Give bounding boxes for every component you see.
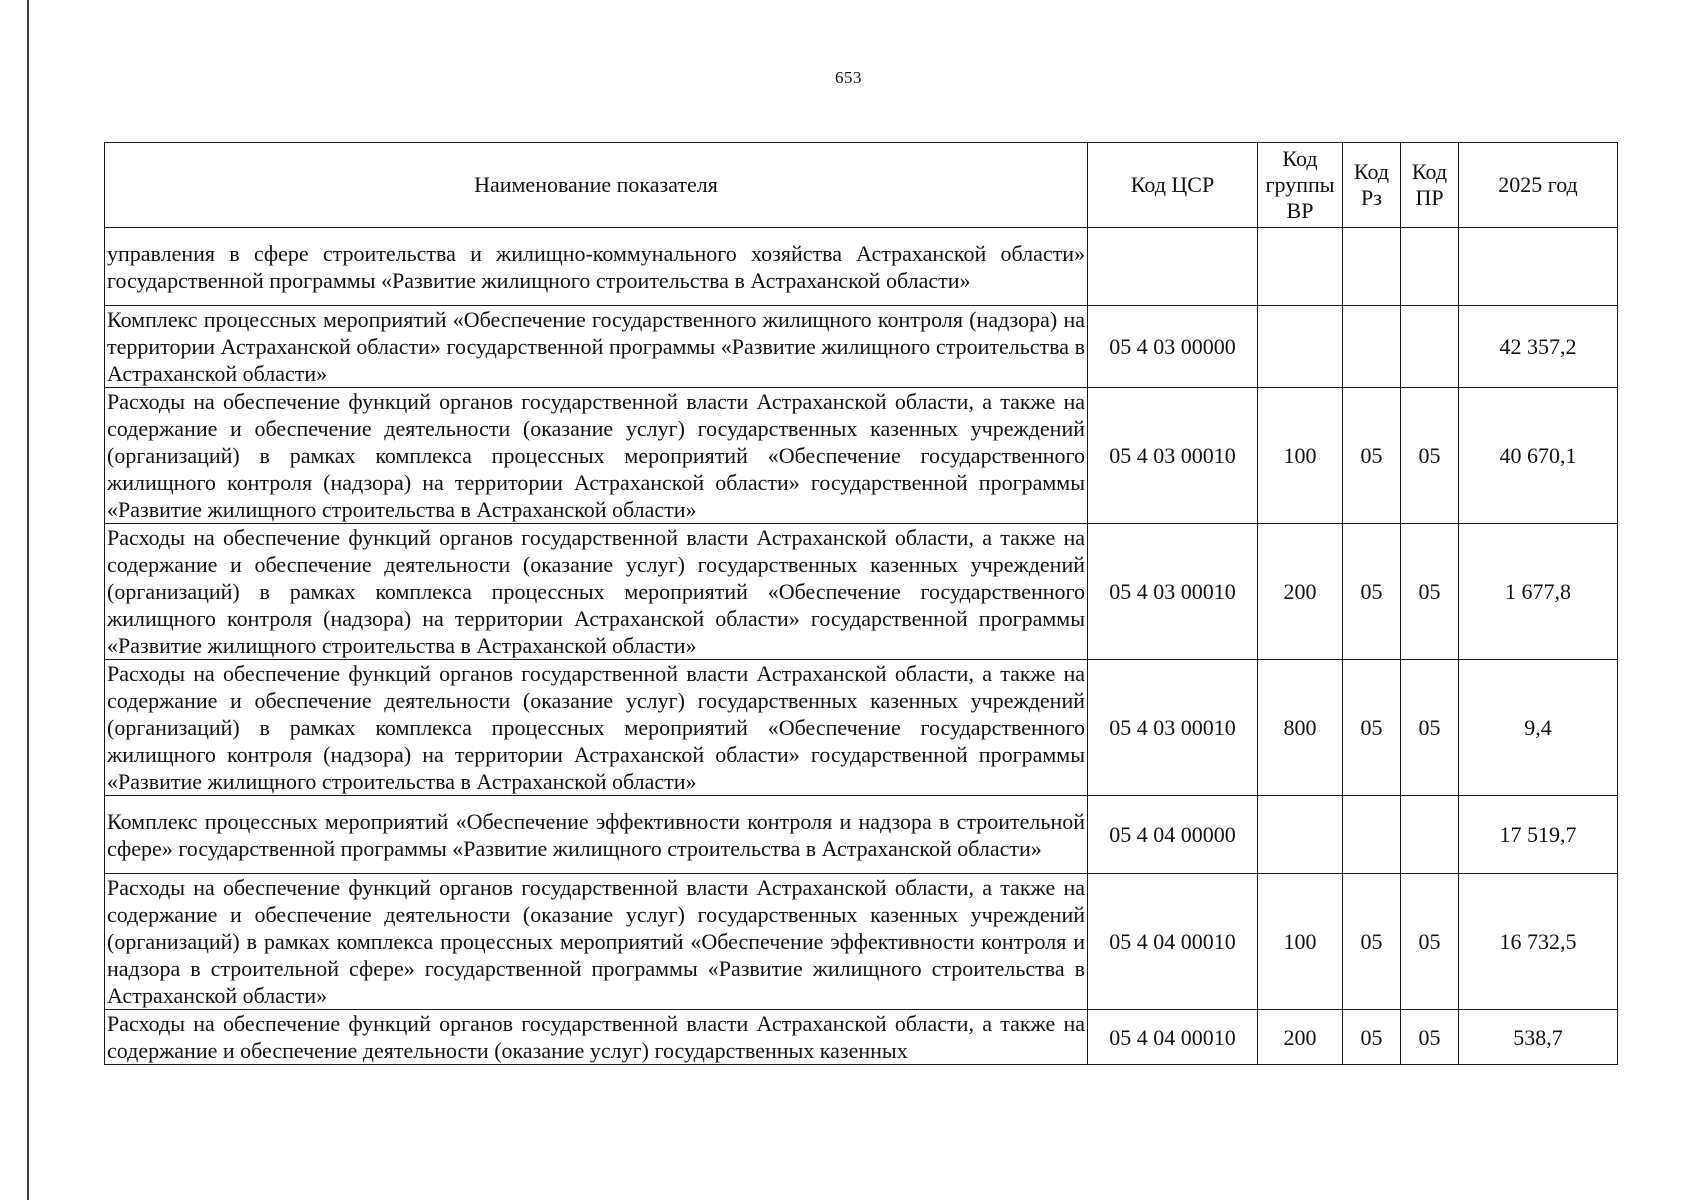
row-amount-cell: 9,4 bbox=[1459, 660, 1618, 796]
row-rz-code-cell bbox=[1343, 228, 1401, 306]
table-row bbox=[105, 306, 1618, 388]
row-name-cell: Расходы на обеспечение функций органов государственной власти Астраханской области, а также на содержание и обеспечение деятельности (оказание услуг) государственных казенных учреждений (организаций) в рамках комплекса процессных мероприятий «Обеспечение эффективности контроля и надзора в строительной сфере» государственной программы «Развитие жилищного строительства в Астраханской области» bbox=[105, 874, 1088, 1010]
table-row bbox=[105, 660, 1618, 796]
header-year-2025: 2025 год bbox=[1459, 143, 1618, 228]
row-csr-code-cell: 05 4 04 00010 bbox=[1088, 874, 1258, 1010]
row-pr-code-cell: 05 bbox=[1401, 524, 1459, 660]
row-amount-cell: 1 677,8 bbox=[1459, 524, 1618, 660]
row-amount-cell: 538,7 bbox=[1459, 1010, 1618, 1065]
row-csr-code-cell: 05 4 04 00000 bbox=[1088, 796, 1258, 874]
row-name-cell: Расходы на обеспечение функций органов государственной власти Астраханской области, а также на содержание и обеспечение деятельности (оказание услуг) государственных казенных учреждений (организаций) в рамках комплекса процессных мероприятий «Обеспечение государственного жилищного контроля (надзора) на территории Астраханской области» государственной программы «Развитие жилищного строительства в Астраханской области» bbox=[105, 388, 1088, 524]
budget-table bbox=[104, 142, 1618, 1065]
table-row bbox=[105, 524, 1618, 660]
page-number: 653 bbox=[835, 68, 862, 87]
binding-edge-line bbox=[27, 0, 29, 1200]
row-name-cell: Расходы на обеспечение функций органов государственной власти Астраханской области, а также на содержание и обеспечение деятельности (оказание услуг) государственных казенных bbox=[105, 1010, 1088, 1065]
row-csr-code-cell: 05 4 03 00010 bbox=[1088, 660, 1258, 796]
row-vr-code-cell bbox=[1258, 796, 1343, 874]
row-vr-code-cell bbox=[1258, 306, 1343, 388]
row-rz-code-cell bbox=[1343, 796, 1401, 874]
row-pr-code-cell bbox=[1401, 228, 1459, 306]
row-name-cell: управления в сфере строительства и жилищно-коммунального хозяйства Астраханской области» государственной программы «Развитие жилищного строительства в Астраханской области» bbox=[105, 228, 1088, 306]
row-rz-code-cell: 05 bbox=[1343, 660, 1401, 796]
table-body bbox=[105, 228, 1618, 1065]
row-vr-code-cell: 100 bbox=[1258, 388, 1343, 524]
row-amount-cell: 42 357,2 bbox=[1459, 306, 1618, 388]
row-pr-code-cell: 05 bbox=[1401, 874, 1459, 1010]
table-row bbox=[105, 874, 1618, 1010]
row-name-cell: Комплекс процессных мероприятий «Обеспечение государственного жилищного контроля (надзора) на территории Астраханской области» государственной программы «Развитие жилищного строительства в Астраханской области» bbox=[105, 306, 1088, 388]
header-csr-code: Код ЦСР bbox=[1088, 143, 1258, 228]
row-pr-code-cell bbox=[1401, 796, 1459, 874]
row-pr-code-cell: 05 bbox=[1401, 1010, 1459, 1065]
row-vr-code-cell bbox=[1258, 228, 1343, 306]
row-vr-code-cell: 200 bbox=[1258, 524, 1343, 660]
row-pr-code-cell bbox=[1401, 306, 1459, 388]
row-rz-code-cell: 05 bbox=[1343, 874, 1401, 1010]
row-name-cell: Расходы на обеспечение функций органов государственной власти Астраханской области, а также на содержание и обеспечение деятельности (оказание услуг) государственных казенных учреждений (организаций) в рамках комплекса процессных мероприятий «Обеспечение государственного жилищного контроля (надзора) на территории Астраханской области» государственной программы «Развитие жилищного строительства в Астраханской области» bbox=[105, 660, 1088, 796]
row-pr-code-cell: 05 bbox=[1401, 388, 1459, 524]
row-csr-code-cell: 05 4 03 00000 bbox=[1088, 306, 1258, 388]
table-header-row bbox=[105, 143, 1618, 228]
header-rz-code: Код Рз bbox=[1343, 143, 1401, 228]
header-name: Наименование показателя bbox=[105, 143, 1088, 228]
row-name-cell: Расходы на обеспечение функций органов государственной власти Астраханской области, а также на содержание и обеспечение деятельности (оказание услуг) государственных казенных учреждений (организаций) в рамках комплекса процессных мероприятий «Обеспечение государственного жилищного контроля (надзора) на территории Астраханской области» государственной программы «Развитие жилищного строительства в Астраханской области» bbox=[105, 524, 1088, 660]
row-rz-code-cell bbox=[1343, 306, 1401, 388]
row-amount-cell: 40 670,1 bbox=[1459, 388, 1618, 524]
table-row bbox=[105, 796, 1618, 874]
table-row bbox=[105, 1010, 1618, 1065]
row-amount-cell bbox=[1459, 228, 1618, 306]
row-name-cell: Комплекс процессных мероприятий «Обеспечение эффективности контроля и надзора в строительной сфере» государственной программы «Развитие жилищного строительства в Астраханской области» bbox=[105, 796, 1088, 874]
row-rz-code-cell: 05 bbox=[1343, 524, 1401, 660]
header-pr-code: Код ПР bbox=[1401, 143, 1459, 228]
header-vr-group-code: Код группы ВР bbox=[1258, 143, 1343, 228]
row-csr-code-cell: 05 4 03 00010 bbox=[1088, 388, 1258, 524]
row-vr-code-cell: 800 bbox=[1258, 660, 1343, 796]
row-amount-cell: 16 732,5 bbox=[1459, 874, 1618, 1010]
row-amount-cell: 17 519,7 bbox=[1459, 796, 1618, 874]
row-rz-code-cell: 05 bbox=[1343, 388, 1401, 524]
table-row bbox=[105, 388, 1618, 524]
row-csr-code-cell: 05 4 03 00010 bbox=[1088, 524, 1258, 660]
row-vr-code-cell: 100 bbox=[1258, 874, 1343, 1010]
row-rz-code-cell: 05 bbox=[1343, 1010, 1401, 1065]
row-csr-code-cell: 05 4 04 00010 bbox=[1088, 1010, 1258, 1065]
row-pr-code-cell: 05 bbox=[1401, 660, 1459, 796]
row-csr-code-cell bbox=[1088, 228, 1258, 306]
table-row bbox=[105, 228, 1618, 306]
row-vr-code-cell: 200 bbox=[1258, 1010, 1343, 1065]
